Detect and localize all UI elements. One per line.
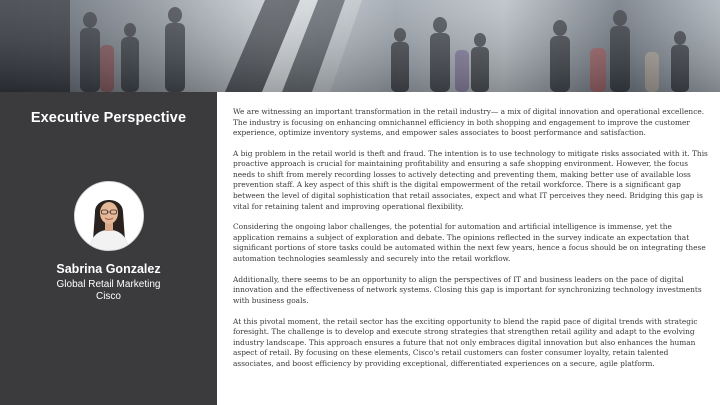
author-role: Global Retail Marketing [56, 279, 161, 290]
author-company: Cisco [95, 291, 121, 302]
article-paragraph: Considering the ongoing labor challenges, the potential for automation and artificial intelligence is immense, yet the application remains a subject of exploration and debate. The opinions reflected in the survey indicate an expectation that significant portions of store tasks could be automated within the next few years, hence a focus should be on integrating these automation technologies seamlessly and securely into the retail workflow. [233, 222, 706, 263]
executive-sidebar [0, 92, 217, 405]
crowd-escalator-photo [0, 0, 720, 92]
article-paragraph: At this pivotal moment, the retail sector has the exciting opportunity to blend the rapid pace of digital trends with strategic foresight. The challenge is to develop and execute strong strategies that strengthen retail agility and adapt to the evolving industry landscape. This approach ensures a future that not only embraces digital innovation but also enhances the human aspect of retail. By focusing on these elements, Cisco's retail customers can foster consumer loyalty, retain talented associates, and boost efficiency by providing exceptional, differentiated experiences on a secure, agile platform. [233, 316, 698, 368]
author-name: Sabrina Gonzalez [56, 262, 161, 276]
article-paragraph: A big problem in the retail world is theft and fraud. The intention is to use technology to mitigate risks associated with it. This proactive approach is crucial for maintaining profitability and ensuring a safe shopping environment. However, the focus needs to shift from merely recording losses to actively detecting and preventing them, making better use of available loss prevention staff. A key aspect of this shift is the digital empowerment of the retail workforce. There is a significant gap between the level of digital sophistication that retail associates, expect and what IT perceives they need. Bridging this gap is vital for retaining talent and improving operational flexibility. [233, 148, 708, 211]
avatar [74, 181, 144, 251]
hero-banner-image [0, 0, 720, 92]
article-paragraph: Additionally, there seems to be an opportunity to align the perspectives of IT and business leaders on the pace of digital innovation and the effectiveness of network systems. Closing this gap is important for synchronizing technology investments with business goals. [233, 274, 702, 305]
panel-title: Executive Perspective [30, 110, 187, 126]
author-portrait-icon [75, 182, 143, 250]
article-body [233, 107, 709, 379]
article-paragraph: We are witnessing an important transformation in the retail industry— a mix of digital innovation and operational excellence. The industry is focusing on enhancing omnichannel efficiency in both shopping and engagement to improve the customer experience, optimize inventory systems, and empower sales associates to boost performance and satisfaction. [233, 107, 705, 138]
